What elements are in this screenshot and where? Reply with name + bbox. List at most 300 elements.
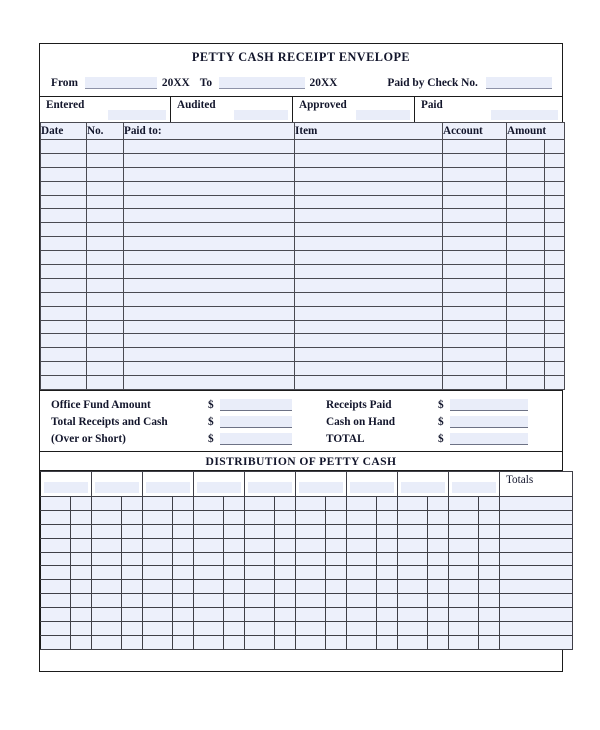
- cell-item[interactable]: [295, 167, 443, 181]
- from-date-input[interactable]: [85, 77, 157, 89]
- distribution-cell-cents[interactable]: [377, 552, 398, 566]
- approval-input-paid[interactable]: [491, 110, 558, 120]
- distribution-cell-dollars[interactable]: [449, 580, 479, 594]
- distribution-cell-dollars[interactable]: [92, 524, 122, 538]
- approval-cell-entered[interactable]: [40, 97, 171, 122]
- distribution-cell-cents[interactable]: [224, 497, 245, 511]
- distribution-cell-dollars[interactable]: [245, 524, 275, 538]
- distribution-cell-cents[interactable]: [326, 566, 347, 580]
- cell-amount-dollars[interactable]: [507, 265, 545, 279]
- distribution-cell-cents[interactable]: [326, 635, 347, 649]
- distribution-cell-dollars[interactable]: [41, 566, 71, 580]
- distribution-cell-cents[interactable]: [275, 524, 296, 538]
- distribution-cell-cents[interactable]: [377, 622, 398, 636]
- cell-amount-cents[interactable]: [545, 334, 565, 348]
- distribution-cell-cents[interactable]: [275, 510, 296, 524]
- distribution-cell-cents[interactable]: [173, 635, 194, 649]
- distribution-cell-dollars[interactable]: [194, 622, 224, 636]
- cell-amount-cents[interactable]: [545, 320, 565, 334]
- cell-item[interactable]: [295, 320, 443, 334]
- distribution-cell-dollars[interactable]: [449, 622, 479, 636]
- cell-item[interactable]: [295, 278, 443, 292]
- cell-paid-to[interactable]: [124, 209, 295, 223]
- distribution-row[interactable]: [41, 524, 573, 538]
- cell-date[interactable]: [41, 348, 87, 362]
- distribution-cell-dollars[interactable]: [296, 580, 326, 594]
- cell-item[interactable]: [295, 209, 443, 223]
- table-row[interactable]: [41, 292, 565, 306]
- distribution-cell-dollars[interactable]: [296, 594, 326, 608]
- distribution-cell-dollars[interactable]: [449, 524, 479, 538]
- distribution-cell-cents[interactable]: [377, 580, 398, 594]
- cell-paid-to[interactable]: [124, 181, 295, 195]
- cell-no[interactable]: [87, 320, 124, 334]
- cell-no[interactable]: [87, 195, 124, 209]
- distribution-cell-dollars[interactable]: [41, 635, 71, 649]
- table-row[interactable]: [41, 181, 565, 195]
- distribution-cell-cents[interactable]: [479, 510, 500, 524]
- cell-date[interactable]: [41, 306, 87, 320]
- distribution-cell-total[interactable]: [500, 552, 573, 566]
- distribution-cell-dollars[interactable]: [41, 608, 71, 622]
- cell-date[interactable]: [41, 140, 87, 154]
- cell-amount-dollars[interactable]: [507, 181, 545, 195]
- cell-account[interactable]: [443, 251, 507, 265]
- summary-input-over-or-short[interactable]: [220, 433, 292, 445]
- cell-amount-cents[interactable]: [545, 195, 565, 209]
- cell-amount-dollars[interactable]: [507, 320, 545, 334]
- distribution-cell-dollars[interactable]: [347, 635, 377, 649]
- distribution-cell-cents[interactable]: [377, 524, 398, 538]
- distribution-cell-dollars[interactable]: [398, 608, 428, 622]
- cell-amount-cents[interactable]: [545, 306, 565, 320]
- distribution-row[interactable]: [41, 622, 573, 636]
- distribution-cell-cents[interactable]: [71, 608, 92, 622]
- distribution-cell-cents[interactable]: [479, 552, 500, 566]
- distribution-cell-dollars[interactable]: [245, 510, 275, 524]
- distribution-cell-cents[interactable]: [224, 552, 245, 566]
- cell-amount-cents[interactable]: [545, 140, 565, 154]
- distribution-cell-dollars[interactable]: [398, 566, 428, 580]
- distribution-cell-dollars[interactable]: [194, 510, 224, 524]
- cell-no[interactable]: [87, 265, 124, 279]
- distribution-cell-cents[interactable]: [377, 594, 398, 608]
- distribution-cell-cents[interactable]: [71, 580, 92, 594]
- distribution-cell-cents[interactable]: [428, 635, 449, 649]
- distribution-cell-cents[interactable]: [71, 635, 92, 649]
- distribution-cell-dollars[interactable]: [143, 635, 173, 649]
- distribution-cell-cents[interactable]: [428, 510, 449, 524]
- distribution-cell-dollars[interactable]: [245, 594, 275, 608]
- distribution-cell-dollars[interactable]: [194, 497, 224, 511]
- cell-item[interactable]: [295, 140, 443, 154]
- cell-amount-dollars[interactable]: [507, 362, 545, 376]
- cell-no[interactable]: [87, 209, 124, 223]
- table-row[interactable]: [41, 195, 565, 209]
- cell-no[interactable]: [87, 376, 124, 390]
- distribution-row[interactable]: [41, 538, 573, 552]
- distribution-cell-cents[interactable]: [173, 566, 194, 580]
- distribution-cell-dollars[interactable]: [194, 608, 224, 622]
- table-row[interactable]: [41, 153, 565, 167]
- distribution-cell-cents[interactable]: [479, 497, 500, 511]
- distribution-row[interactable]: [41, 552, 573, 566]
- cell-date[interactable]: [41, 334, 87, 348]
- distribution-cell-dollars[interactable]: [41, 552, 71, 566]
- distribution-cell-cents[interactable]: [224, 622, 245, 636]
- distribution-cell-dollars[interactable]: [194, 538, 224, 552]
- distribution-cell-dollars[interactable]: [449, 538, 479, 552]
- distribution-cell-dollars[interactable]: [92, 580, 122, 594]
- distribution-cell-dollars[interactable]: [92, 635, 122, 649]
- summary-input-total[interactable]: [450, 433, 528, 445]
- distribution-cell-total[interactable]: [500, 594, 573, 608]
- distribution-category-input[interactable]: [452, 482, 496, 493]
- distribution-cell-cents[interactable]: [173, 580, 194, 594]
- distribution-row[interactable]: [41, 594, 573, 608]
- distribution-cell-dollars[interactable]: [245, 538, 275, 552]
- table-row[interactable]: [41, 251, 565, 265]
- distribution-cell-cents[interactable]: [377, 608, 398, 622]
- cell-date[interactable]: [41, 362, 87, 376]
- cell-account[interactable]: [443, 237, 507, 251]
- distribution-cell-cents[interactable]: [275, 635, 296, 649]
- cell-amount-dollars[interactable]: [507, 306, 545, 320]
- cell-date[interactable]: [41, 167, 87, 181]
- distribution-cell-dollars[interactable]: [41, 580, 71, 594]
- distribution-cell-dollars[interactable]: [347, 538, 377, 552]
- cell-account[interactable]: [443, 376, 507, 390]
- distribution-cell-dollars[interactable]: [92, 622, 122, 636]
- cell-no[interactable]: [87, 167, 124, 181]
- cell-date[interactable]: [41, 278, 87, 292]
- cell-paid-to[interactable]: [124, 278, 295, 292]
- cell-amount-cents[interactable]: [545, 153, 565, 167]
- cell-date[interactable]: [41, 195, 87, 209]
- distribution-cell-dollars[interactable]: [449, 566, 479, 580]
- cell-paid-to[interactable]: [124, 195, 295, 209]
- cell-item[interactable]: [295, 334, 443, 348]
- cell-amount-dollars[interactable]: [507, 223, 545, 237]
- distribution-cell-cents[interactable]: [122, 580, 143, 594]
- distribution-category-header[interactable]: [41, 472, 92, 497]
- distribution-cell-cents[interactable]: [173, 497, 194, 511]
- cell-amount-dollars[interactable]: [507, 278, 545, 292]
- distribution-cell-dollars[interactable]: [194, 566, 224, 580]
- table-row[interactable]: [41, 306, 565, 320]
- distribution-cell-dollars[interactable]: [143, 608, 173, 622]
- distribution-cell-dollars[interactable]: [296, 538, 326, 552]
- cell-no[interactable]: [87, 237, 124, 251]
- distribution-cell-total[interactable]: [500, 622, 573, 636]
- distribution-cell-dollars[interactable]: [245, 566, 275, 580]
- table-row[interactable]: [41, 362, 565, 376]
- distribution-cell-total[interactable]: [500, 497, 573, 511]
- cell-amount-cents[interactable]: [545, 265, 565, 279]
- cell-account[interactable]: [443, 181, 507, 195]
- cell-date[interactable]: [41, 376, 87, 390]
- cell-item[interactable]: [295, 265, 443, 279]
- distribution-cell-dollars[interactable]: [92, 594, 122, 608]
- distribution-cell-cents[interactable]: [173, 524, 194, 538]
- cell-date[interactable]: [41, 265, 87, 279]
- distribution-cell-dollars[interactable]: [92, 510, 122, 524]
- distribution-cell-dollars[interactable]: [143, 622, 173, 636]
- distribution-cell-cents[interactable]: [428, 566, 449, 580]
- cell-paid-to[interactable]: [124, 167, 295, 181]
- distribution-cell-dollars[interactable]: [449, 594, 479, 608]
- cell-no[interactable]: [87, 362, 124, 376]
- distribution-cell-cents[interactable]: [275, 497, 296, 511]
- distribution-cell-cents[interactable]: [377, 538, 398, 552]
- distribution-cell-dollars[interactable]: [245, 552, 275, 566]
- cell-paid-to[interactable]: [124, 292, 295, 306]
- table-row[interactable]: [41, 167, 565, 181]
- distribution-cell-cents[interactable]: [71, 594, 92, 608]
- distribution-category-input[interactable]: [95, 482, 139, 493]
- cell-no[interactable]: [87, 306, 124, 320]
- distribution-cell-cents[interactable]: [173, 552, 194, 566]
- distribution-cell-dollars[interactable]: [296, 497, 326, 511]
- table-row[interactable]: [41, 237, 565, 251]
- distribution-cell-dollars[interactable]: [41, 510, 71, 524]
- distribution-cell-cents[interactable]: [377, 635, 398, 649]
- distribution-cell-cents[interactable]: [224, 538, 245, 552]
- distribution-cell-cents[interactable]: [122, 622, 143, 636]
- cell-paid-to[interactable]: [124, 306, 295, 320]
- distribution-cell-dollars[interactable]: [347, 524, 377, 538]
- cell-amount-cents[interactable]: [545, 181, 565, 195]
- cell-date[interactable]: [41, 237, 87, 251]
- table-row[interactable]: [41, 209, 565, 223]
- distribution-cell-cents[interactable]: [428, 524, 449, 538]
- cell-amount-cents[interactable]: [545, 251, 565, 265]
- distribution-cell-dollars[interactable]: [194, 552, 224, 566]
- distribution-cell-total[interactable]: [500, 538, 573, 552]
- cell-amount-cents[interactable]: [545, 348, 565, 362]
- table-row[interactable]: [41, 140, 565, 154]
- distribution-category-header[interactable]: [347, 472, 398, 497]
- distribution-cell-dollars[interactable]: [449, 510, 479, 524]
- cell-account[interactable]: [443, 209, 507, 223]
- distribution-cell-cents[interactable]: [224, 608, 245, 622]
- summary-input-office-fund-amount[interactable]: [220, 399, 292, 411]
- distribution-cell-dollars[interactable]: [194, 635, 224, 649]
- distribution-cell-dollars[interactable]: [296, 552, 326, 566]
- distribution-cell-dollars[interactable]: [143, 497, 173, 511]
- distribution-category-input[interactable]: [350, 482, 394, 493]
- distribution-cell-cents[interactable]: [479, 608, 500, 622]
- distribution-cell-dollars[interactable]: [143, 552, 173, 566]
- cell-amount-cents[interactable]: [545, 362, 565, 376]
- distribution-cell-cents[interactable]: [479, 524, 500, 538]
- distribution-cell-cents[interactable]: [428, 594, 449, 608]
- cell-amount-cents[interactable]: [545, 167, 565, 181]
- cell-date[interactable]: [41, 251, 87, 265]
- cell-no[interactable]: [87, 140, 124, 154]
- cell-amount-dollars[interactable]: [507, 348, 545, 362]
- distribution-cell-dollars[interactable]: [143, 580, 173, 594]
- distribution-cell-dollars[interactable]: [449, 552, 479, 566]
- distribution-cell-total[interactable]: [500, 580, 573, 594]
- cell-paid-to[interactable]: [124, 376, 295, 390]
- distribution-cell-dollars[interactable]: [296, 524, 326, 538]
- cell-amount-dollars[interactable]: [507, 209, 545, 223]
- cell-item[interactable]: [295, 181, 443, 195]
- distribution-cell-dollars[interactable]: [41, 538, 71, 552]
- distribution-cell-dollars[interactable]: [245, 608, 275, 622]
- distribution-cell-cents[interactable]: [428, 622, 449, 636]
- table-row[interactable]: [41, 376, 565, 390]
- cell-paid-to[interactable]: [124, 140, 295, 154]
- distribution-row[interactable]: [41, 580, 573, 594]
- cell-date[interactable]: [41, 181, 87, 195]
- distribution-cell-cents[interactable]: [326, 510, 347, 524]
- distribution-cell-cents[interactable]: [428, 580, 449, 594]
- cell-account[interactable]: [443, 153, 507, 167]
- distribution-cell-cents[interactable]: [71, 497, 92, 511]
- distribution-cell-dollars[interactable]: [41, 524, 71, 538]
- cell-date[interactable]: [41, 292, 87, 306]
- distribution-cell-cents[interactable]: [275, 580, 296, 594]
- cell-date[interactable]: [41, 209, 87, 223]
- distribution-cell-dollars[interactable]: [398, 538, 428, 552]
- distribution-cell-dollars[interactable]: [143, 594, 173, 608]
- distribution-cell-dollars[interactable]: [245, 580, 275, 594]
- cell-amount-cents[interactable]: [545, 209, 565, 223]
- table-row[interactable]: [41, 334, 565, 348]
- distribution-cell-dollars[interactable]: [347, 497, 377, 511]
- distribution-cell-cents[interactable]: [275, 622, 296, 636]
- distribution-cell-cents[interactable]: [71, 538, 92, 552]
- cell-item[interactable]: [295, 237, 443, 251]
- distribution-cell-dollars[interactable]: [347, 566, 377, 580]
- cell-paid-to[interactable]: [124, 153, 295, 167]
- cell-account[interactable]: [443, 306, 507, 320]
- distribution-cell-dollars[interactable]: [194, 594, 224, 608]
- distribution-cell-dollars[interactable]: [398, 622, 428, 636]
- distribution-cell-cents[interactable]: [326, 608, 347, 622]
- distribution-cell-cents[interactable]: [71, 566, 92, 580]
- cell-account[interactable]: [443, 362, 507, 376]
- approval-input-entered[interactable]: [108, 110, 166, 120]
- distribution-cell-cents[interactable]: [71, 552, 92, 566]
- distribution-category-input[interactable]: [146, 482, 190, 493]
- distribution-category-input[interactable]: [299, 482, 343, 493]
- distribution-cell-dollars[interactable]: [296, 622, 326, 636]
- cell-item[interactable]: [295, 348, 443, 362]
- distribution-cell-dollars[interactable]: [347, 594, 377, 608]
- cell-amount-dollars[interactable]: [507, 167, 545, 181]
- distribution-cell-dollars[interactable]: [41, 622, 71, 636]
- cell-no[interactable]: [87, 292, 124, 306]
- distribution-cell-cents[interactable]: [275, 608, 296, 622]
- cell-amount-cents[interactable]: [545, 237, 565, 251]
- distribution-cell-cents[interactable]: [479, 622, 500, 636]
- distribution-cell-cents[interactable]: [326, 622, 347, 636]
- distribution-cell-dollars[interactable]: [347, 608, 377, 622]
- distribution-cell-dollars[interactable]: [398, 580, 428, 594]
- table-row[interactable]: [41, 320, 565, 334]
- distribution-cell-dollars[interactable]: [398, 510, 428, 524]
- cell-no[interactable]: [87, 181, 124, 195]
- summary-input-cash-on-hand[interactable]: [450, 416, 528, 428]
- cell-no[interactable]: [87, 223, 124, 237]
- distribution-cell-cents[interactable]: [122, 552, 143, 566]
- summary-input-receipts-paid[interactable]: [450, 399, 528, 411]
- distribution-cell-cents[interactable]: [326, 497, 347, 511]
- distribution-cell-cents[interactable]: [71, 524, 92, 538]
- distribution-cell-dollars[interactable]: [296, 510, 326, 524]
- distribution-cell-dollars[interactable]: [398, 594, 428, 608]
- distribution-cell-cents[interactable]: [479, 594, 500, 608]
- distribution-cell-dollars[interactable]: [143, 510, 173, 524]
- cell-account[interactable]: [443, 140, 507, 154]
- approval-cell-approved[interactable]: [293, 97, 415, 122]
- distribution-cell-cents[interactable]: [275, 566, 296, 580]
- cell-item[interactable]: [295, 376, 443, 390]
- cell-paid-to[interactable]: [124, 334, 295, 348]
- cell-paid-to[interactable]: [124, 320, 295, 334]
- cell-item[interactable]: [295, 251, 443, 265]
- approval-input-approved[interactable]: [356, 110, 410, 120]
- distribution-cell-dollars[interactable]: [41, 594, 71, 608]
- distribution-cell-cents[interactable]: [428, 538, 449, 552]
- table-row[interactable]: [41, 223, 565, 237]
- cell-account[interactable]: [443, 292, 507, 306]
- distribution-row[interactable]: [41, 497, 573, 511]
- distribution-cell-dollars[interactable]: [398, 552, 428, 566]
- distribution-cell-total[interactable]: [500, 510, 573, 524]
- distribution-cell-cents[interactable]: [173, 622, 194, 636]
- distribution-cell-cents[interactable]: [326, 580, 347, 594]
- distribution-cell-dollars[interactable]: [194, 524, 224, 538]
- distribution-row[interactable]: [41, 510, 573, 524]
- distribution-cell-dollars[interactable]: [92, 538, 122, 552]
- cell-item[interactable]: [295, 153, 443, 167]
- cell-item[interactable]: [295, 306, 443, 320]
- distribution-cell-dollars[interactable]: [296, 566, 326, 580]
- distribution-cell-cents[interactable]: [428, 552, 449, 566]
- cell-no[interactable]: [87, 278, 124, 292]
- distribution-category-input[interactable]: [401, 482, 445, 493]
- check-number-input[interactable]: [486, 77, 552, 89]
- distribution-cell-cents[interactable]: [122, 524, 143, 538]
- cell-account[interactable]: [443, 320, 507, 334]
- cell-amount-dollars[interactable]: [507, 237, 545, 251]
- distribution-cell-total[interactable]: [500, 566, 573, 580]
- cell-account[interactable]: [443, 265, 507, 279]
- cell-amount-dollars[interactable]: [507, 334, 545, 348]
- cell-amount-dollars[interactable]: [507, 251, 545, 265]
- distribution-cell-cents[interactable]: [122, 566, 143, 580]
- distribution-cell-cents[interactable]: [122, 594, 143, 608]
- cell-item[interactable]: [295, 362, 443, 376]
- cell-amount-cents[interactable]: [545, 223, 565, 237]
- distribution-cell-cents[interactable]: [224, 566, 245, 580]
- distribution-cell-cents[interactable]: [71, 510, 92, 524]
- distribution-category-header[interactable]: [398, 472, 449, 497]
- distribution-cell-cents[interactable]: [122, 608, 143, 622]
- distribution-cell-dollars[interactable]: [245, 635, 275, 649]
- distribution-cell-dollars[interactable]: [398, 497, 428, 511]
- cell-paid-to[interactable]: [124, 348, 295, 362]
- distribution-cell-dollars[interactable]: [398, 635, 428, 649]
- distribution-cell-dollars[interactable]: [347, 552, 377, 566]
- distribution-category-header[interactable]: [143, 472, 194, 497]
- distribution-cell-total[interactable]: [500, 635, 573, 649]
- cell-account[interactable]: [443, 348, 507, 362]
